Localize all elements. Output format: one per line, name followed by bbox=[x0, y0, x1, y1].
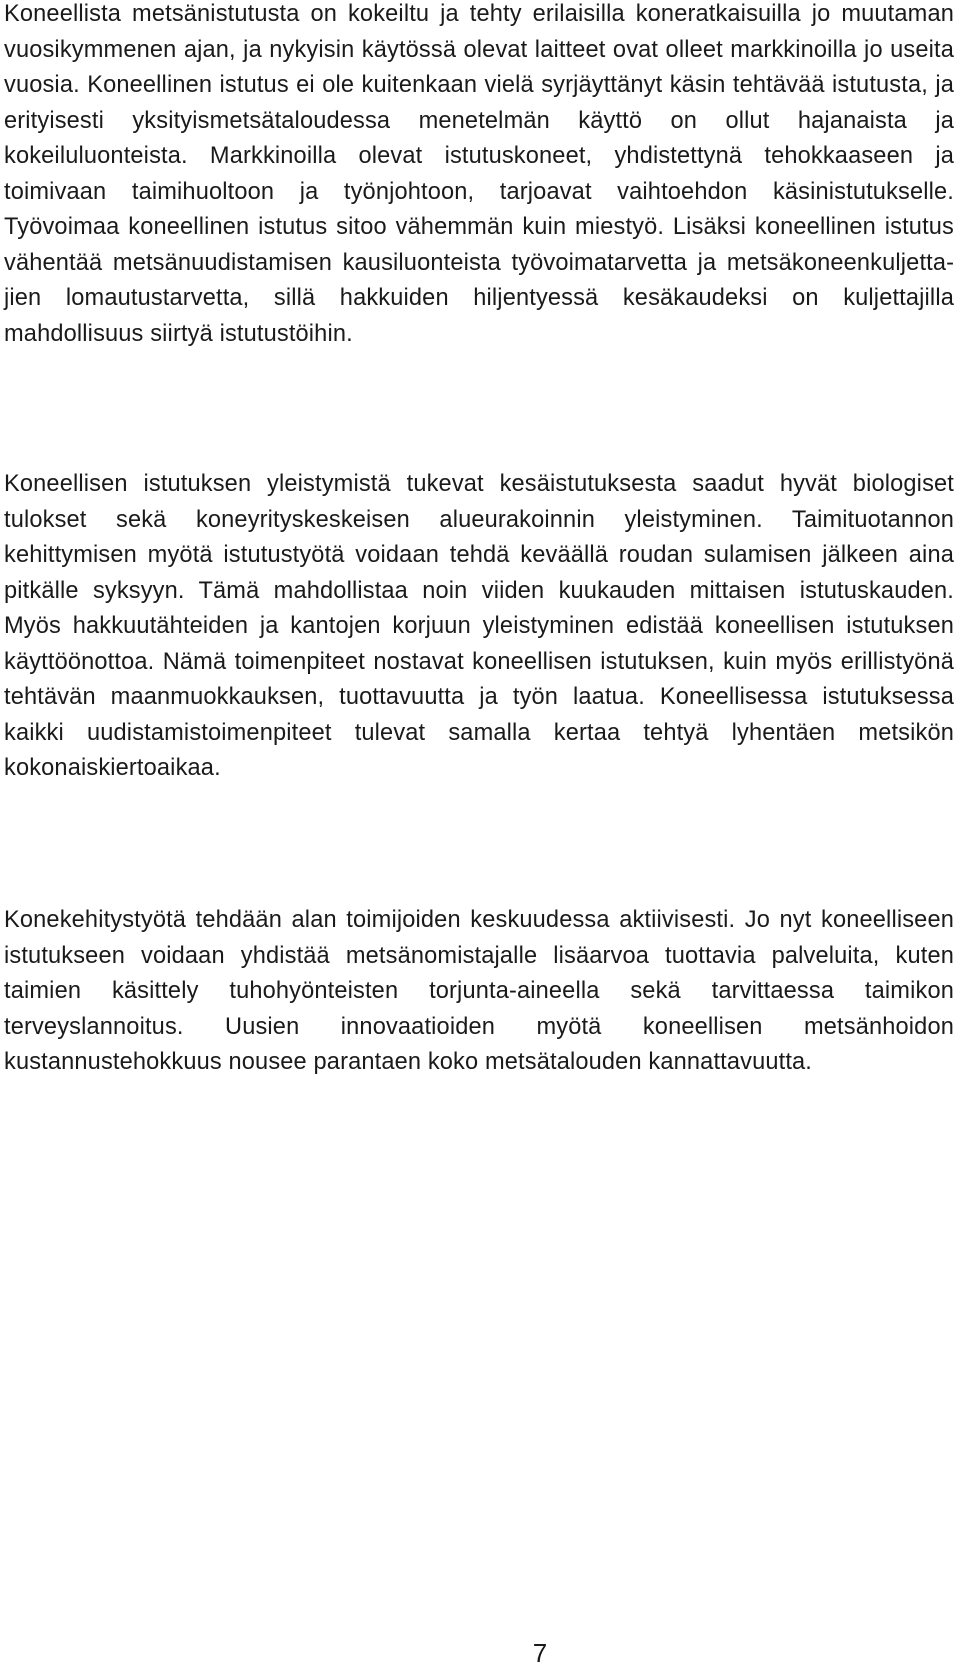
body-text-block bbox=[4, 467, 954, 787]
page-number: 7 bbox=[532, 1638, 548, 1668]
body-text-block bbox=[4, 903, 954, 1081]
paragraph-3: Konekehitystyötä tehdään alan toimijoiden keskuudessa aktiivisesti. Jo nyt koneelliseen istutukseen voidaan yhdistää metsänomistajalle lisäarvoa tuottavia palveluita, kuten taimien käsittely tuhohyönteisten torjunta-aineella sekä tarvittaessa taimikon terveyslannoitus. Uusien innovaatioiden myötä koneellisen metsänhoidon kustannustehokkuus nousee parantaen koko metsätalouden kannattavuutta. bbox=[4, 907, 954, 1075]
paragraph-2: Koneellisen istutuksen yleistymistä tukevat kesäistutuksesta saadut hyvät biologiset tulokset sekä koneyrityskeskeisen alueurakoinnin yleistyminen. Taimituotannon kehittymisen myötä istutustyötä voidaan tehdä keväällä roudan sulamisen jälkeen aina pitkälle syksyyn. Tämä mahdollistaa noin viiden kuukauden mittaisen istutuskauden. Myös hakkuutähteiden ja kantojen korjuun yleistyminen edistää koneellisen istutuksen käyttöönottoa. Nämä toimenpiteet nostavat koneellisen istutuksen, kuin myös erillistyönä tehtävän maanmuokkauksen, tuottavuutta ja työn laatua. Koneellisessa istutuksessa kaikki uudistamistoimenpiteet tulevat samalla kertaa tehtyä lyhentäen metsikön kokonaiskiertoaikaa. bbox=[4, 471, 954, 781]
body-text-block bbox=[4, 0, 954, 352]
paragraph-1: Koneellista metsänistutusta on kokeiltu ja tehty erilaisilla koneratkaisuilla jo muutaman vuosikymmenen ajan, ja nykyisin käytössä olevat laitteet ovat olleet markkinoilla jo useita vuosia. Koneellinen istutus ei ole kuitenkaan vielä syrjäyttänyt käsin tehtävää istutusta, ja erityisesti yksityismetsätaloudessa menetelmän käyttö on ollut hajanaista ja kokeiluluonteista. Markkinoilla olevat istutuskoneet, yhdistettynä tehokkaaseen ja toimivaan taimihuoltoon ja työnjohtoon, tarjoavat vaihtoehdon käsinistutukselle. Työvoimaa koneellinen istutus sitoo vähemmän kuin miestyö. Lisäksi koneellinen istutus vähentää metsänuudistamisen kausiluonteista työvoimatarvetta ja metsäkoneenkuljettajien lomautustarvetta, sillä hakkuiden hiljentyessä kesäkaudeksi on kuljettajilla mahdollisuus siirtyä istutustöihin. bbox=[4, 1, 954, 347]
